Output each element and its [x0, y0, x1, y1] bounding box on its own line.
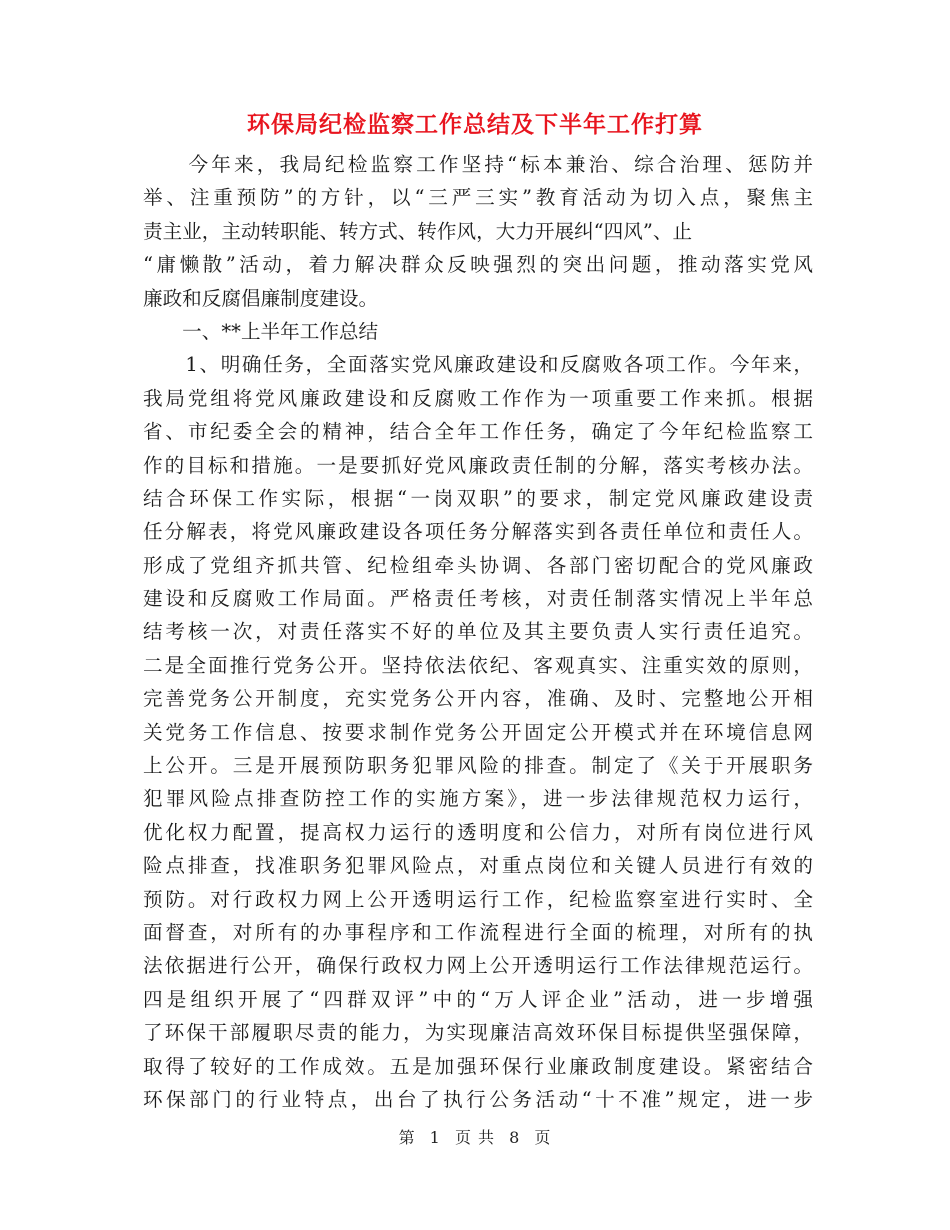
body-line: 上公开。三是开展预防职务犯罪风险的排查。制定了《关于开展职务	[143, 754, 813, 778]
footer-page-number: 1	[429, 1128, 441, 1147]
footer-total-pages: 8	[509, 1128, 521, 1147]
body-line: 建设和反腐败工作局面。严格责任考核，对责任制落实情况上半年总	[143, 587, 813, 611]
body-line: 优化权力配置，提高权力运行的透明度和公信力，对所有岗位进行风	[143, 820, 813, 844]
body-line: 作的目标和措施。一是要抓好党风廉政责任制的分解，落实考核办法。	[143, 453, 813, 477]
body-line: 完善党务公开制度，充实党务公开内容，准确、及时、完整地公开相	[143, 687, 813, 711]
body-line: 今年来，我局纪检监察工作坚持“标本兼治、综合治理、惩防并	[143, 153, 813, 176]
body-line: 面督查，对所有的办事程序和工作流程进行全面的梳理，对所有的执	[143, 920, 813, 944]
body-line: 我局党组将党风廉政建设和反腐败工作作为一项重要工作来抓。根据	[143, 386, 813, 410]
body-line: “庸懒散”活动，着力解决群众反映强烈的突出问题，推动落实党风	[143, 253, 813, 277]
body-line: 结考核一次，对责任落实不好的单位及其主要负责人实行责任追究。	[143, 620, 813, 644]
body-line: 任分解表，将党风廉政建设各项任务分解落实到各责任单位和责任人。	[143, 520, 813, 544]
body-line: 取得了较好的工作成效。五是加强环保行业廉政制度建设。紧密结合	[143, 1054, 813, 1078]
page-footer	[0, 1126, 950, 1150]
body-line: 预防。对行政权力网上公开透明运行工作，纪检监察室进行实时、全	[143, 887, 813, 911]
document-title: 环保局纪检监察工作总结及下半年工作打算	[247, 111, 703, 138]
body-line: 了环保干部履职尽责的能力，为实现廉洁高效环保目标提供坚强保障，	[143, 1021, 813, 1045]
body-line: 1、明确任务，全面落实党风廉政建设和反腐败各项工作。今年来，	[143, 353, 813, 377]
body-line: 廉政和反腐倡廉制度建设。	[143, 286, 379, 310]
body-line: 责主业，主动转职能、转方式、转作风，大力开展纠“四风”、止	[143, 219, 693, 243]
footer-suffix: 页	[534, 1128, 552, 1147]
body-line: 结合环保工作实际，根据“一岗双职”的要求，制定党风廉政建设责	[143, 486, 813, 510]
footer-middle: 页 共	[454, 1128, 496, 1147]
body-line: 险点排查，找准职务犯罪风险点，对重点岗位和关键人员进行有效的	[143, 854, 813, 878]
body-line: 二是全面推行党务公开。坚持依法依纪、客观真实、注重实效的原则，	[143, 653, 813, 677]
footer-prefix: 第	[398, 1128, 416, 1147]
body-line: 环保部门的行业特点，出台了执行公务活动“十不准”规定，进一步	[143, 1087, 813, 1111]
body-line: 关党务工作信息、按要求制作党务公开固定公开模式并在环境信息网	[143, 720, 813, 744]
document-body	[143, 148, 813, 1116]
body-line: 举、注重预防”的方针，以“三严三实”教育活动为切入点，聚焦主	[143, 186, 813, 210]
body-line: 省、市纪委全会的精神，结合全年工作任务，确定了今年纪检监察工	[143, 420, 813, 444]
body-line: 一、**上半年工作总结	[143, 319, 379, 343]
body-line: 犯罪风险点排查防控工作的实施方案》，进一步法律规范权力运行，	[143, 787, 813, 811]
body-line: 法依据进行公开，确保行政权力网上公开透明运行工作法律规范运行。	[143, 954, 813, 978]
body-line: 四是组织开展了“四群双评”中的“万人评企业”活动，进一步增强	[143, 987, 813, 1011]
body-line: 形成了党组齐抓共管、纪检组牵头协调、各部门密切配合的党风廉政	[143, 553, 813, 577]
